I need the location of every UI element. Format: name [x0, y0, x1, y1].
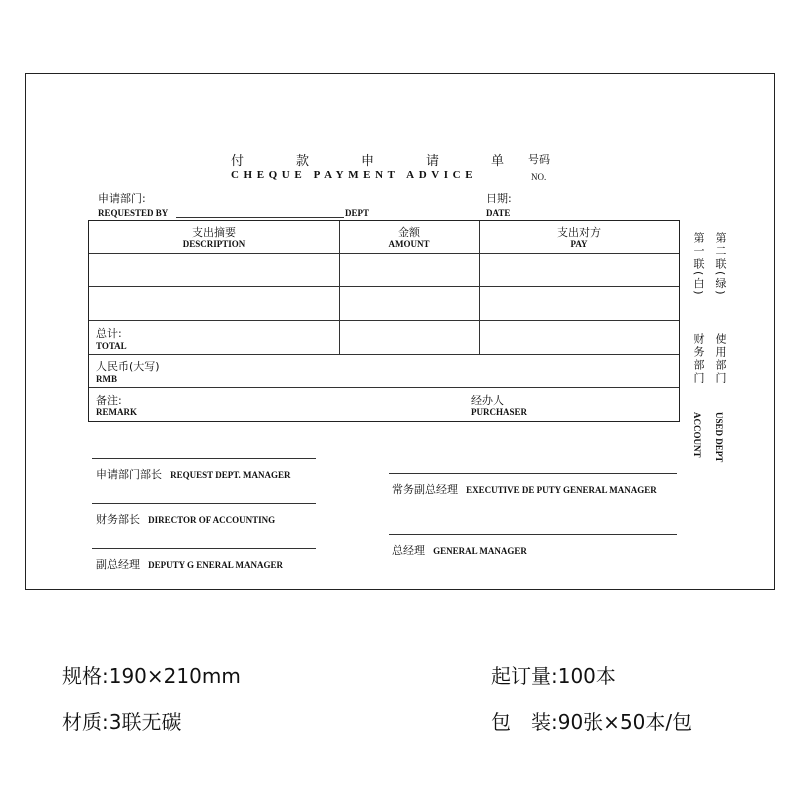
gm-line[interactable] [389, 534, 677, 535]
payment-form [25, 73, 775, 590]
form-title-en: CHEQUE PAYMENT ADVICE [231, 169, 478, 181]
dept-en: DEPT [345, 208, 370, 218]
deputy-zh: 副总经理 [96, 558, 140, 571]
header-description-en: DESCRIPTION [182, 239, 246, 249]
pay-cell-2[interactable] [480, 287, 679, 320]
description-cell-1[interactable] [89, 254, 339, 286]
row-divider [89, 320, 679, 321]
gm-en: GENERAL MANAGER [433, 546, 527, 556]
director-label [96, 508, 275, 527]
exec-zh: 常务副总经理 [392, 483, 458, 496]
purchaser-en: PURCHASER [471, 407, 528, 417]
amount-cell-1[interactable] [340, 254, 479, 286]
director-en: DIRECTOR OF ACCOUNTING [148, 515, 276, 525]
exec-en: EXECUTIVE DE PUTY GENERAL MANAGER [466, 485, 657, 495]
gm-zh: 总经理 [392, 544, 425, 557]
req-dept-zh: 申请部门: [98, 192, 146, 205]
deputy-line[interactable] [92, 548, 316, 549]
payment-table [88, 220, 680, 422]
header-pay-zh: 支出对方 [557, 226, 601, 239]
title-no-zh: 号码 [528, 153, 550, 166]
title-char: 申 [361, 154, 375, 169]
description-cell-2[interactable] [89, 287, 339, 320]
remark-en: REMARK [96, 407, 137, 417]
spec-packing: 包 装:90张×50本/包 [491, 710, 693, 734]
deputy-label [96, 553, 283, 572]
copy1-dept-zh: 财务部门 [692, 333, 705, 385]
req-dept-line[interactable] [176, 217, 344, 218]
request-mgr-label [96, 463, 291, 482]
spec-min-order: 起订量:100本 [491, 664, 616, 688]
remark-zh: 备注: [96, 394, 122, 407]
date-zh: 日期: [486, 192, 512, 205]
director-line[interactable] [92, 503, 316, 504]
header-description-zh: 支出摘要 [192, 226, 236, 239]
gm-label [392, 539, 527, 558]
total-zh: 总计: [96, 327, 122, 340]
form-title-zh [26, 150, 776, 169]
request-mgr-zh: 申请部门部长 [96, 468, 162, 481]
exec-label [392, 478, 657, 497]
copy1-en: ACCOUNT [692, 412, 702, 458]
director-zh: 财务部长 [96, 513, 140, 526]
title-no-en: NO. [531, 172, 547, 182]
purchaser-zh: 经办人 [471, 394, 504, 407]
row-divider [89, 354, 679, 355]
copy2-zh: 第二联(绿) [714, 232, 727, 297]
header-pay-en: PAY [570, 239, 588, 249]
rmb-en: RMB [96, 374, 117, 384]
total-en: TOTAL [96, 341, 127, 351]
copy1-zh: 第一联(白) [692, 232, 705, 297]
title-char: 单 [491, 154, 505, 169]
header-amount-zh: 金额 [398, 226, 420, 239]
spec-material: 材质:3联无碳 [62, 710, 182, 734]
header-amount-en: AMOUNT [388, 239, 430, 249]
req-dept-en: REQUESTED BY [98, 208, 169, 218]
row-divider [89, 387, 679, 388]
amount-cell-2[interactable] [340, 287, 479, 320]
copy2-dept-zh: 使用部门 [714, 333, 727, 385]
exec-line[interactable] [389, 473, 677, 474]
pay-cell-1[interactable] [480, 254, 679, 286]
spec-size: 规格:190×210mm [62, 664, 241, 688]
rmb-zh: 人民币(大写) [96, 360, 160, 373]
title-char: 款 [296, 154, 310, 169]
date-en: DATE [486, 208, 511, 218]
request-mgr-en: REQUEST DEPT. MANAGER [170, 470, 291, 480]
deputy-en: DEPUTY G ENERAL MANAGER [148, 560, 284, 570]
title-char: 请 [426, 154, 440, 169]
title-char: 付 [231, 154, 245, 169]
request-mgr-line[interactable] [92, 458, 316, 459]
copy2-en: USED DEPT [714, 412, 724, 463]
